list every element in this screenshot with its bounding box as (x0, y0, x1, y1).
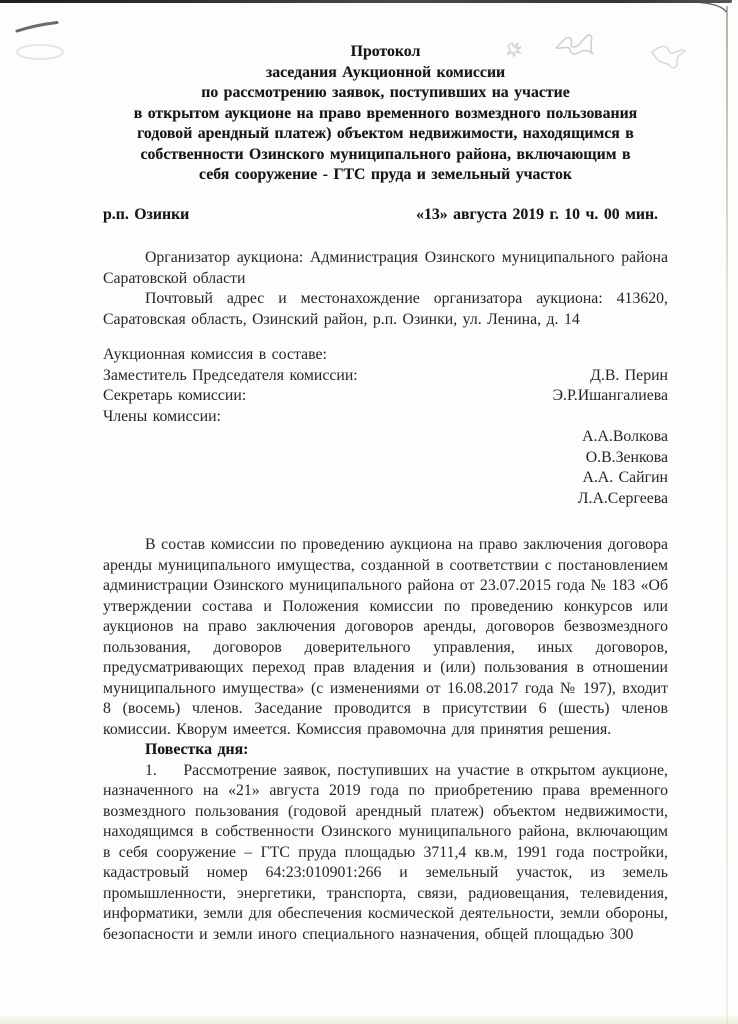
faint-oval-mark-icon (17, 45, 63, 59)
address-paragraph: Почтовый адрес и местонахождение организатора аукциона: 413620, Саратовская область, Озинский район, р.п. Озинки, ул. Ленина, д. 14 (103, 290, 668, 328)
commission-heading: Аукционная комиссия в составе: (103, 346, 327, 363)
member-name: О.В.Зенкова (585, 448, 668, 466)
datetime-label: «13» августа 2019 г. 10 ч. 00 мин. (416, 205, 658, 223)
organizer-paragraph: Организатор аукциона: Администрация Озинского муниципального района Саратовской области (103, 249, 668, 287)
scanner-top-edge-line (0, 0, 732, 3)
title-line-1: Протокол (350, 43, 421, 60)
pen-stroke-top-left-icon (17, 23, 57, 32)
deputy-name: Д.В. Перин (590, 366, 668, 384)
title-line-5: годовой арендный платеж) объектом недвижимости, находящимся в (137, 125, 634, 142)
commission-row-secretary (103, 386, 668, 407)
commission-members-list (103, 427, 668, 509)
place-label: р.п. Озинки (103, 205, 190, 223)
title-line-4: в открытом аукционе на право временного возмездного пользования (133, 104, 638, 122)
scan-bottom-tint (0, 1014, 738, 1024)
title-line-6: собственности Озинского муниципального района, включающим в (140, 145, 631, 163)
member-name: А.А.Волкова (582, 428, 668, 445)
scanner-corner-line (700, 3, 727, 13)
composition-paragraph: В состав комиссии по проведению аукциона на право заключения договора аренды муниципального имущества, созданной в соответствии с постановлением администрации Озинского муниципального района от 23.07.2015 года № 183 «Об утверждении состава и Положения комиссии по проведению конкурсов или аукционов на право заключения договоров аренды, договоров безвозмездного пользования, договоров доверительного управления, иных договоров, предусматривающих переход прав владения и (или) пользования в отношении муниципального имущества» (с изменениями от 16.08.2017 года № 197), входит 8 (восемь) членов. Заседание проводится в присутствии 6 (шесть) членов комиссии. Кворум имеется. Комиссия правомочна для принятия решения. (103, 536, 668, 738)
commission-block (103, 345, 668, 509)
agenda-item-1-paragraph: 1. Рассмотрение заявок, поступивших на участие в открытом аукционе, назначенного на «21» августа 2019 года по приобретению права временного возмездного пользования (годовой арендный платеж) объектом недвижимости, находящимся в собственности Озинского муниципального района, включающим в себя сооружение – ГТС пруда площадью 3711,4 кв.м, 1991 года постройки, кадастровый номер 64:23:010901:266 и земельный участок, из земель промышленности, энергетики, транспорта, связи, радиовещания, телевидения, информатики, земли для обеспечения космической деятельности, земли обороны, безопасности и земли иного специального назначения, общей площадью 300 (103, 761, 668, 943)
place-date-row (103, 205, 668, 226)
secretary-name: Э.Р.Ишангалиева (552, 387, 668, 404)
page-right-edge-line (726, 6, 728, 1024)
document-content (103, 42, 668, 945)
title-line-2: заседания Аукционной комиссии (265, 63, 506, 81)
title-line-7: себя сооружение - ГТС пруда и земельный участок (199, 166, 572, 183)
member-name: А.А. Сайгин (582, 469, 668, 486)
secretary-role-label: Секретарь комиссии: (103, 387, 247, 404)
document-title (103, 42, 668, 186)
member-name: Л.А.Сергеева (577, 489, 668, 507)
members-role-label: Члены комиссии: (103, 407, 221, 425)
agenda-heading: Повестка дня: (145, 741, 249, 758)
commission-row-deputy (103, 366, 668, 387)
title-line-3: по рассмотрению заявок, поступивших на участие (201, 84, 570, 101)
deputy-role-label: Заместитель Председателя комиссии: (103, 366, 358, 384)
